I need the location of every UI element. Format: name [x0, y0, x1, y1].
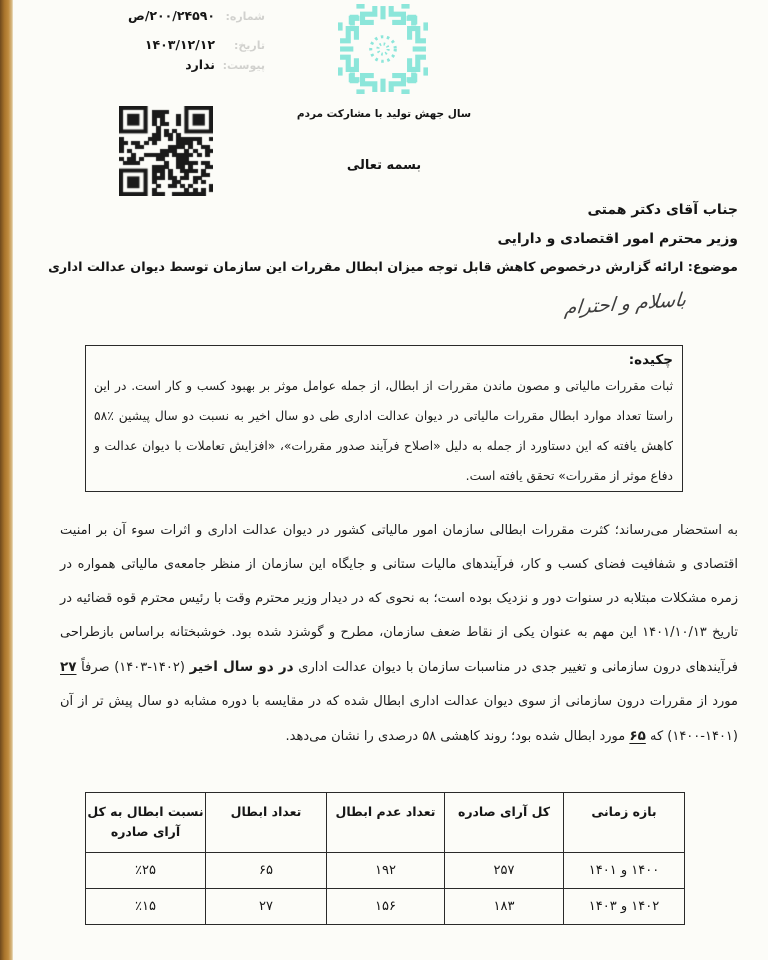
table-header-cell: نسبت ابطال به کل آرای صادره — [86, 793, 206, 853]
table-header — [86, 793, 685, 853]
table-header-cell: تعداد ابطال — [206, 793, 327, 853]
recipient-block — [20, 196, 738, 281]
table-cell: ٪۲۵ — [86, 853, 206, 889]
ref-number-value: ۲۰۰/۲۴۵۹۰/ص — [128, 8, 215, 23]
date-row — [50, 37, 265, 52]
table-cell: ۲۵۷ — [445, 853, 564, 889]
table-header-cell: کل آرای صادره — [445, 793, 564, 853]
table-cell: ۶۵ — [206, 853, 327, 889]
qr-code — [119, 106, 213, 196]
table-row — [86, 889, 685, 925]
body-segment: (۱۴۰۲-۱۴۰۳) صرفاً — [76, 660, 190, 675]
subject-line: موضوع: ارائه گزارش درخصوص کاهش قابل توجه میزان ابطال مقررات این سازمان توسط دیوان عدالت اداری — [48, 260, 738, 275]
table-body — [86, 853, 685, 925]
body-segment: ۲۷ — [60, 659, 77, 675]
scan-edge-strip — [0, 0, 13, 960]
qr-code-canvas — [119, 106, 213, 196]
table-cell: ۱۸۳ — [445, 889, 564, 925]
statistics-table — [85, 792, 685, 925]
table-cell: ۲۷ — [206, 889, 327, 925]
body-segment: مورد ابطال شده بود؛ روند کاهشی ۵۸ درصدی را نشان می‌دهد. — [285, 729, 630, 744]
attachment-row — [50, 57, 265, 72]
abstract-text: ثبات مقررات مالیاتی و مصون ماندن مقررات از ابطال، از جمله عوامل موثر بر بهبود کسب و کار است. در این راستا تعداد موارد ابطال مقررات مالیاتی در دیوان عدالت اداری طی دو سال اخیر به نسبت دو سال پیشین ٪۵۸ کاهش یافته که این دستاورد از جمله به دلیل «اصلاح فرآیند صدور مقررات»، «افزایش تعاملات با دیوان عدالت و دفاع موثر از مقررات» تحقق یافته است. — [94, 379, 673, 483]
recipient-name: جناب آقای دکتر همتی — [587, 202, 738, 218]
table-cell: ۱۴۰۲ و ۱۴۰۳ — [564, 889, 685, 925]
table-header-cell: تعداد عدم ابطال — [327, 793, 445, 853]
date-value: ۱۴۰۳/۱۲/۱۲ — [144, 37, 215, 52]
attachment-label: پیوست: — [222, 59, 265, 72]
date-label: تاریخ: — [233, 39, 265, 52]
table-header-row — [86, 793, 685, 853]
letterhead-ref-block — [50, 6, 265, 72]
attachment-value: ندارد — [185, 57, 215, 72]
bismillah-heading: بسمه تعالی — [346, 158, 422, 173]
recipient-title: وزیر محترم امور اقتصادی و دارایی — [497, 231, 738, 247]
table-cell: ۱۴۰۰ و ۱۴۰۱ — [564, 853, 685, 889]
abstract-title: چکیده: — [628, 352, 673, 368]
table-cell: ۱۵۶ — [327, 889, 445, 925]
body-segment: ۶۵ — [629, 728, 646, 744]
year-slogan: سال جهش تولید با مشارکت مردم — [296, 108, 472, 120]
abstract-box — [85, 345, 683, 492]
table-cell: ۱۹۲ — [327, 853, 445, 889]
table-header-cell: بازه زمانی — [564, 793, 685, 853]
body-segment: مورد از مقررات درون سازمانی از سوی دیوان عدالت اداری ابطال شده که در مقایسه با دوره مشابه دو سال پیش تر از آن (۱۴۰۱-۱۴۰۰) که — [60, 694, 738, 744]
handwritten-salutation: باسلام و احترام — [563, 288, 688, 320]
body-segment: در دو سال اخیر — [189, 659, 294, 675]
table-row — [86, 853, 685, 889]
ref-number-label: شماره: — [225, 10, 265, 23]
body-paragraph — [60, 514, 738, 754]
ref-number-row — [50, 8, 265, 23]
tax-organization-logo-icon — [338, 4, 428, 94]
table-cell: ٪۱۵ — [86, 889, 206, 925]
body-segment: به استحضار می‌رساند؛ کثرت مقررات ابطالی سازمان امور مالیاتی کشور در دیوان عدالت اداری و اثرات سوء آن بر امنیت اقتصادی و شفافیت فضای کسب و کار، فرآیندهای مالیات ستانی و جایگاه این سازمان از منظر جامعه‌ی مالیاتی همواره در زمره مشکلات مبتلابه در سنوات دور و نزدیک بوده است؛ به نحوی که در دیدار وزیر محترم وقت با رئیس محترم قوه قضائیه در تاریخ ۱۴۰۱/۱۰/۱۳ این مهم به عنوان یکی از نقاط ضعف سازمان، مطرح و گوشزد شده بود. خوشبختانه براساس بازطراحی فرآیندهای درون سازمانی و تغییر جدی در مناسبات سازمان با دیوان عدالت اداری — [60, 523, 738, 675]
